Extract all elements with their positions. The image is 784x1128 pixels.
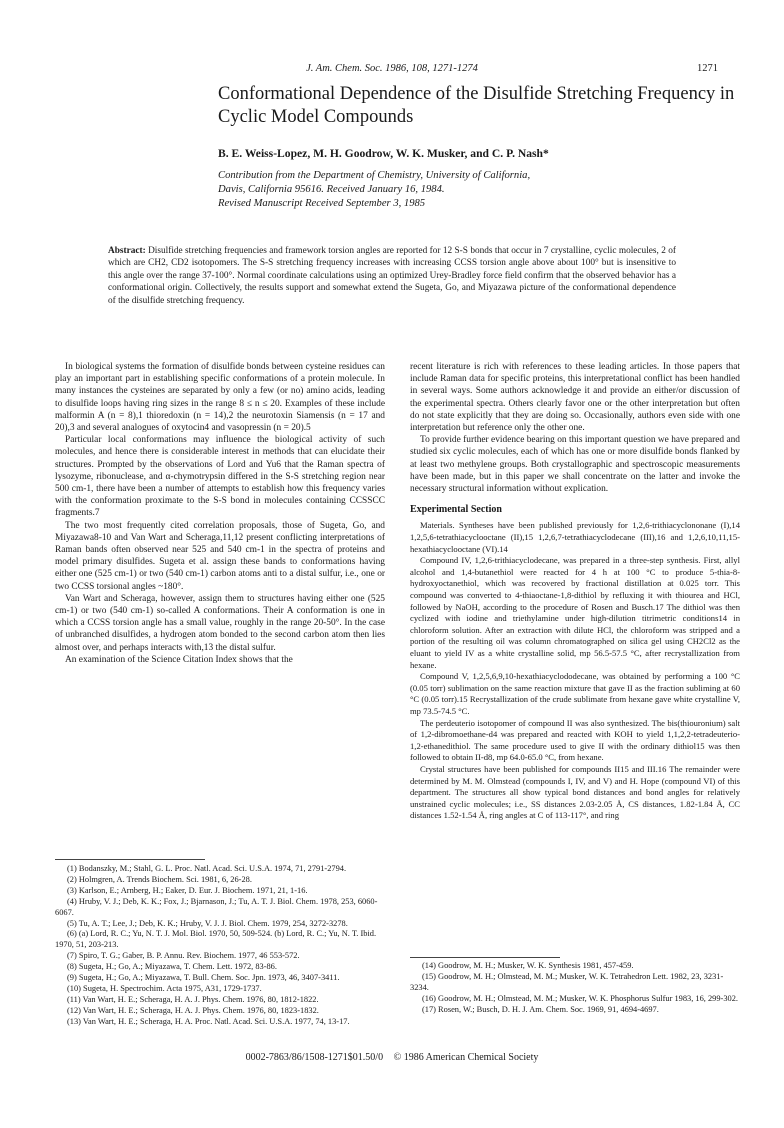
body-paragraph: Particular local conformations may influence the biological activity of such molecules, and hence there is considerable interest in methods that can elucidate their structures. Prompted by the observations of Lord and Yu6 that the Raman spectra of lysozyme, ribonuclease, and α-chymotrypsin differed in the S-S stretching region near 500 cm-1, there have been a number of attempts to establish how this frequency varies with the conformation proximate to the S-S bond in molecules containing CCSSCC fragments.7 (55, 435, 385, 519)
footnote: (3) Karlson, E.; Arnberg, H.; Eaker, D. Eur. J. Biochem. 1971, 21, 1-16. (67, 885, 308, 895)
footnote: (17) Rosen, W.; Busch, D. H. J. Am. Chem. Soc. 1969, 91, 4694-4697. (422, 1004, 659, 1014)
copyright-notice: © 1986 American Chemical Society (393, 1052, 539, 1063)
affiliation-line: Contribution from the Department of Chemistry, University of California, (218, 170, 531, 181)
footnote: (15) Goodrow, M. H.; Olmstead, M. M.; Musker, W. K. Tetrahedron Lett. 1982, 23, 3231-3234. (410, 971, 724, 992)
footnote: (11) Van Wart, H. E.; Scheraga, H. A. J. Phys. Chem. 1976, 80, 1812-1822. (67, 994, 319, 1004)
body-paragraph: Compound V, 1,2,5,6,9,10-hexathiacyclododecane, was obtained by performing a 100 °C (0.05 torr) sublimation on the same reaction mixture that gave II as the fraction subliming at 60 °C (0.05 torr).15 Recrystallization of the crude sublimate from hexane gave white crystalline V, mp 73.5-74.5 °C. (410, 671, 740, 716)
abstract-text: Disulfide stretching frequencies and framework torsion angles are reported for 12 S-S bonds that occur in 7 crystalline, cyclic molecules, 2 of which are CH2, CD2 isotopomers. The S-S stretching frequency increases with increasing CCSS torsion angle above about 100° but is insensitive to this angle over the range 37-100°. Normal coordinate calculations using an optimized Urey-Bradley force field confirm that the observed behavior has a conformational origin. Collectively, the results support and somewhat extend the Sugeta, Go, and Miyazawa picture of the conformational dependence of the disulfide stretching frequency. (108, 246, 676, 306)
footnote: (10) Sugeta, H. Spectrochim. Acta 1975, A31, 1729-1737. (67, 983, 262, 993)
footnotes-left (55, 864, 385, 1028)
footnotes-right (410, 961, 740, 1016)
footnote: (14) Goodrow, M. H.; Musker, W. K. Synthesis 1981, 457-459. (422, 961, 634, 970)
footnote-divider (410, 957, 560, 958)
affiliation-line: Revised Manuscript Received September 3, 1985 (218, 198, 426, 209)
abstract (108, 245, 676, 307)
footnote: (6) (a) Lord, R. C.; Yu, N. T. J. Mol. Biol. 1970, 50, 509-524. (b) Lord, R. C.; Yu, N. T. Ibid. 1970, 51, 203-213. (55, 929, 377, 950)
section-heading: Experimental Section (410, 504, 502, 516)
body-paragraph: The perdeuterio isotopomer of compound II was also synthesized. The bis(thiouronium) salt of 1,2-dibromoethane-d4 was prepared and reacted with KOH to yield 1,1,2,2-tetradeuterio-1,2-ethanedithiol. The same procedure used to give II with the ordinary dithiol15 was then followed to obtain II-d8, mp 64.0-65.0 °C, from hexane. (410, 717, 740, 763)
page-number: 1271 (697, 63, 718, 74)
body-paragraph: An examination of the Science Citation Index shows that the (65, 654, 293, 665)
footnote-divider (55, 859, 205, 860)
footnote: (2) Holmgren, A. Trends Biochem. Sci. 1981, 6, 26-28. (67, 874, 252, 884)
body-paragraph: recent literature is rich with references to these leading articles. In those papers that include Raman data for specific proteins, this interpretational conflict has been handled in several ways. Some authors acknowledge it and provide an either/or discussion of the experimental spectra. Others clearly favor one or the other interpretation but often do not state explicitly that they are doing so. Occasionally, authors even side with one interpretation but reference only the other one. (410, 362, 740, 434)
running-header: J. Am. Chem. Soc. 1986, 108, 1271-1274 (306, 63, 478, 74)
footnote: (13) Van Wart, H. E.; Scheraga, H. A. Proc. Natl. Acad. Sci. U.S.A. 1977, 74, 13-17. (67, 1016, 350, 1026)
footnote: (16) Goodrow, M. H.; Olmstead, M. M.; Musker, W. K. Phosphorus Sulfur 1983, 16, 299-302. (422, 993, 738, 1003)
footnote: (7) Spiro, T. G.; Gaber, B. P. Annu. Rev. Biochem. 1977, 46 553-572. (67, 951, 300, 961)
footnote: (5) Tu, A. T.; Lee, J.; Deb, K. K.; Hruby, V. J. J. Biol. Chem. 1979, 254, 3272-3278. (67, 918, 348, 928)
footnote: (4) Hruby, V. J.; Deb, K. K.; Fox, J.; Bjarnason, J.; Tu, A. T. J. Biol. Chem. 1978, 253, 6060-6067. (55, 896, 378, 917)
footnote: (9) Sugeta, H.; Go, A.; Miyazawa, T. Bull. Chem. Soc. Jpn. 1973, 46, 3407-3411. (67, 973, 340, 983)
affiliation-line: Davis, California 95616. Received January 16, 1984. (218, 184, 445, 195)
body-paragraph: Van Wart and Scheraga, however, assign them to structures having either one (525 cm-1) or two (540 cm-1) so-called A conformations. Their A conformation is one in which a CCSS torsion angle has a small value, roughly in the range 20-50°. In the case of unbranched disulfides, a hydrogen atom bonded to the second carbon atom then lies almost over, and perhaps interacts with,13 the distal sulfur. (55, 593, 385, 653)
article-title: Conformational Dependence of the Disulfide Stretching Frequency in Cyclic Model Compounds (218, 84, 735, 127)
abstract-label: Abstract: (108, 246, 146, 256)
body-paragraph: In biological systems the formation of disulfide bonds between cysteine residues can play an important part in establishing specific conformations of a protein molecule. In many instances the cysteines are separated by only a few (or no) amino acids, leading to disulfide loops having ring sizes in the range 8 ≤ n ≤ 20. Examples of these include malformin A (n = 8),1 thioredoxin (n = 14),2 the neurotoxin Siamensis (n = 17 and 20),3 and several analogues of oxytocin4 and vasopressin (n = 20).5 (55, 362, 385, 434)
footnote: (1) Bodanszky, M.; Stahl, G. L. Proc. Natl. Acad. Sci. U.S.A. 1974, 71, 2791-2794. (67, 864, 347, 873)
page-footer (0, 1052, 784, 1063)
author-list: B. E. Weiss-Lopez, M. H. Goodrow, W. K. Musker, and C. P. Nash* (218, 147, 549, 160)
body-paragraph: To provide further evidence bearing on this important question we have prepared and studied six cyclic molecules, each of which has one or more disulfide bonds flanked by at least two methylene groups. Both crystallographic and spectroscopic measurements have been made, but in this paper we shall concentrate on the latter and invoke the necessary structural information without explication. (410, 435, 740, 495)
footnote: (12) Van Wart, H. E.; Scheraga, H. A. J. Phys. Chem. 1976, 80, 1823-1832. (67, 1005, 319, 1015)
affiliation (218, 169, 530, 211)
body-paragraph: The two most frequently cited correlation proposals, those of Sugeta, Go, and Miyazawa8-10 and Van Wart and Scheraga,11,12 present conflicting interpretations of Raman bands often observed near 525 and 540 cm-1 in the spectra of proteins and model primary disulfides. Sugeta et al. assign these bands to conformations having either one (525 cm-1) or two (540 cm-1) carbon atoms anti to a distal sulfur, i.e., one or two CCSS torsional angles ~180°. (55, 520, 385, 592)
body-paragraph: Materials. Syntheses have been published previously for 1,2,6-trithiacyclononane (I),14 1,2,5,6-tetrathiacyclooctane (II),15 1,2,6,7-tetrathiacyclodecane (III),16 and 1,2,6,10,11,15-hexathiacyclooctane (VI).14 (410, 520, 740, 554)
article-code: 0002-7863/86/1508-1271$01.50/0 (245, 1052, 384, 1063)
body-column-left (55, 361, 385, 666)
experimental-section (410, 520, 740, 821)
body-paragraph: Crystal structures have been published for compounds II15 and III.16 The remainder were determined by M. M. Olmstead (compounds I, IV, and V) and H. Hope (compound VI) of this department. The structures all show typical bond distances and bond angles for relatively unstrained cyclic molecules; i.e., SS distances 2.03-2.05 Å, CS distances, 1.82-1.84 Å, CC distances 1.52-1.54 Å, ring angles at C of 113-117°, and ring (410, 763, 740, 821)
body-paragraph: Compound IV, 1,2,6-trithiacyclodecane, was prepared in a three-step synthesis. First, allyl alcohol and 1,4-butanethiol were reacted for 4 h at 100 °C to produce 5-thia-8-hydroxyoctanethiol, which was recovered by fractional distillation at 0.025 torr. This compound was converted to 4-thiaoctane-1,8-dithiol by refluxing it with thiourea and HCl, followed by NaOH, according to the procedure of Rosen and Busch.17 The dithiol was then cyclized with iodine and triethylamine under high-dilution titrimetric conditions14 in chloroform solution. After an extraction with dilute HCl, the chloroform was stripped and a portion of the resulting oil was column chromatographed on silica gel using CH2Cl2 as the eluant to yield IV as a white crystalline solid, mp 56.5-57.5 °C, after recrystallization from hexane. (410, 555, 740, 670)
body-column-right (410, 361, 740, 822)
footnote: (8) Sugeta, H.; Go, A.; Miyazawa, T. Chem. Lett. 1972, 83-86. (67, 962, 277, 972)
